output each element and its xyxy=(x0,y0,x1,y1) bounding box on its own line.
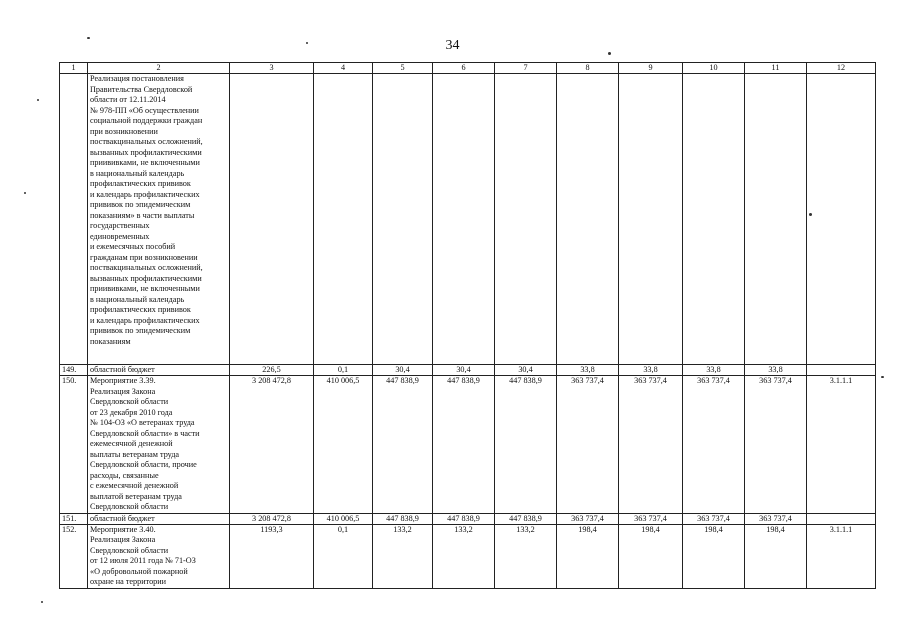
value-cell: 410 006,5 xyxy=(314,376,373,514)
row-index: 149. xyxy=(60,365,88,376)
value-cell: 198,4 xyxy=(683,524,745,588)
row-index: 151. xyxy=(60,513,88,524)
value-cell: 447 838,9 xyxy=(433,376,495,514)
scan-speck xyxy=(87,37,90,39)
value-cell xyxy=(557,74,619,365)
budget-table xyxy=(59,62,876,589)
scan-speck xyxy=(41,601,43,603)
value-cell: 363 737,4 xyxy=(557,376,619,514)
table-row xyxy=(60,74,876,365)
value-cell: 363 737,4 xyxy=(557,513,619,524)
row-index: 152. xyxy=(60,524,88,588)
value-cell: 447 838,9 xyxy=(495,376,557,514)
header-cell: 2 xyxy=(88,63,230,74)
scan-speck xyxy=(608,52,611,55)
value-cell: 447 838,9 xyxy=(433,513,495,524)
target-code xyxy=(807,74,876,365)
target-code: 3.1.1.1 xyxy=(807,524,876,588)
value-cell xyxy=(619,74,683,365)
value-cell: 447 838,9 xyxy=(373,376,433,514)
row-description: областной бюджет xyxy=(88,513,230,524)
target-code xyxy=(807,365,876,376)
scan-speck xyxy=(809,213,812,216)
value-cell: 30,4 xyxy=(373,365,433,376)
value-cell xyxy=(373,74,433,365)
value-cell: 363 737,4 xyxy=(619,513,683,524)
table-row xyxy=(60,365,876,376)
value-cell: 447 838,9 xyxy=(373,513,433,524)
value-cell: 33,8 xyxy=(683,365,745,376)
table-header-row xyxy=(60,63,876,74)
value-cell: 133,2 xyxy=(433,524,495,588)
scan-speck xyxy=(24,192,26,194)
value-cell: 0,1 xyxy=(314,365,373,376)
target-code: 3.1.1.1 xyxy=(807,376,876,514)
header-cell: 6 xyxy=(433,63,495,74)
value-cell: 3 208 472,8 xyxy=(230,513,314,524)
value-cell: 33,8 xyxy=(619,365,683,376)
value-cell: 363 737,4 xyxy=(619,376,683,514)
value-cell: 363 737,4 xyxy=(745,376,807,514)
header-cell: 9 xyxy=(619,63,683,74)
header-cell: 10 xyxy=(683,63,745,74)
value-cell: 0,1 xyxy=(314,524,373,588)
header-cell: 11 xyxy=(745,63,807,74)
row-description: Реализация постановления Правительства Свердловской области от 12.11.2014 № 978-ПП «Об осуществлении социальной поддержки граждан при возникновении поствакцинальных осложнений, вызванных профилактическими приививками, не включенными в национальный календарь профилактических прививок и календарь профилактических прививок по эпидемическим показаниям» в части выплаты государственных единовременных и ежемесячных пособий гражданам при возникновении поствакцинальных осложнений, вызванных профилактическими приививками, не включенными в национальный календарь профилактических прививок и календарь профилактических прививок по эпидемическим показаниям xyxy=(88,74,230,365)
value-cell: 133,2 xyxy=(373,524,433,588)
value-cell: 33,8 xyxy=(557,365,619,376)
value-cell: 447 838,9 xyxy=(495,513,557,524)
page-number: 34 xyxy=(445,38,460,53)
header-cell: 5 xyxy=(373,63,433,74)
row-description: областной бюджет xyxy=(88,365,230,376)
table-row xyxy=(60,513,876,524)
value-cell: 133,2 xyxy=(495,524,557,588)
value-cell: 198,4 xyxy=(557,524,619,588)
value-cell: 410 006,5 xyxy=(314,513,373,524)
row-description: Мероприятие 3.39. Реализация Закона Свердловской области от 23 декабря 2010 года № 104-ОЗ «О ветеранах труда Свердловской области» в части ежемесячной денежной выплаты ветеранам труда Свердловской области, прочие расходы, связанные с ежемесячной денежной выплатой ветеранам труда Свердловской области xyxy=(88,376,230,514)
value-cell xyxy=(314,74,373,365)
header-cell: 7 xyxy=(495,63,557,74)
header-cell: 3 xyxy=(230,63,314,74)
header-cell: 1 xyxy=(60,63,88,74)
header-cell: 8 xyxy=(557,63,619,74)
value-cell: 30,4 xyxy=(433,365,495,376)
value-cell: 363 737,4 xyxy=(683,513,745,524)
value-cell: 1193,3 xyxy=(230,524,314,588)
scan-speck xyxy=(306,42,308,44)
value-cell xyxy=(745,74,807,365)
value-cell xyxy=(230,74,314,365)
value-cell xyxy=(495,74,557,365)
row-description: Мероприятие 3.40. Реализация Закона Свердловской области от 12 июля 2011 года № 71-ОЗ «О добровольной пожарной охране на территории xyxy=(88,524,230,588)
value-cell: 363 737,4 xyxy=(745,513,807,524)
value-cell: 3 208 472,8 xyxy=(230,376,314,514)
table-row xyxy=(60,376,876,514)
table-row xyxy=(60,524,876,588)
value-cell: 198,4 xyxy=(745,524,807,588)
header-cell: 12 xyxy=(807,63,876,74)
value-cell xyxy=(433,74,495,365)
scan-speck xyxy=(37,99,39,101)
value-cell: 30,4 xyxy=(495,365,557,376)
value-cell: 363 737,4 xyxy=(683,376,745,514)
value-cell: 33,8 xyxy=(745,365,807,376)
scan-speck xyxy=(881,376,884,378)
row-index: 150. xyxy=(60,376,88,514)
header-cell: 4 xyxy=(314,63,373,74)
target-code xyxy=(807,513,876,524)
value-cell: 198,4 xyxy=(619,524,683,588)
value-cell xyxy=(683,74,745,365)
value-cell: 226,5 xyxy=(230,365,314,376)
row-index xyxy=(60,74,88,365)
